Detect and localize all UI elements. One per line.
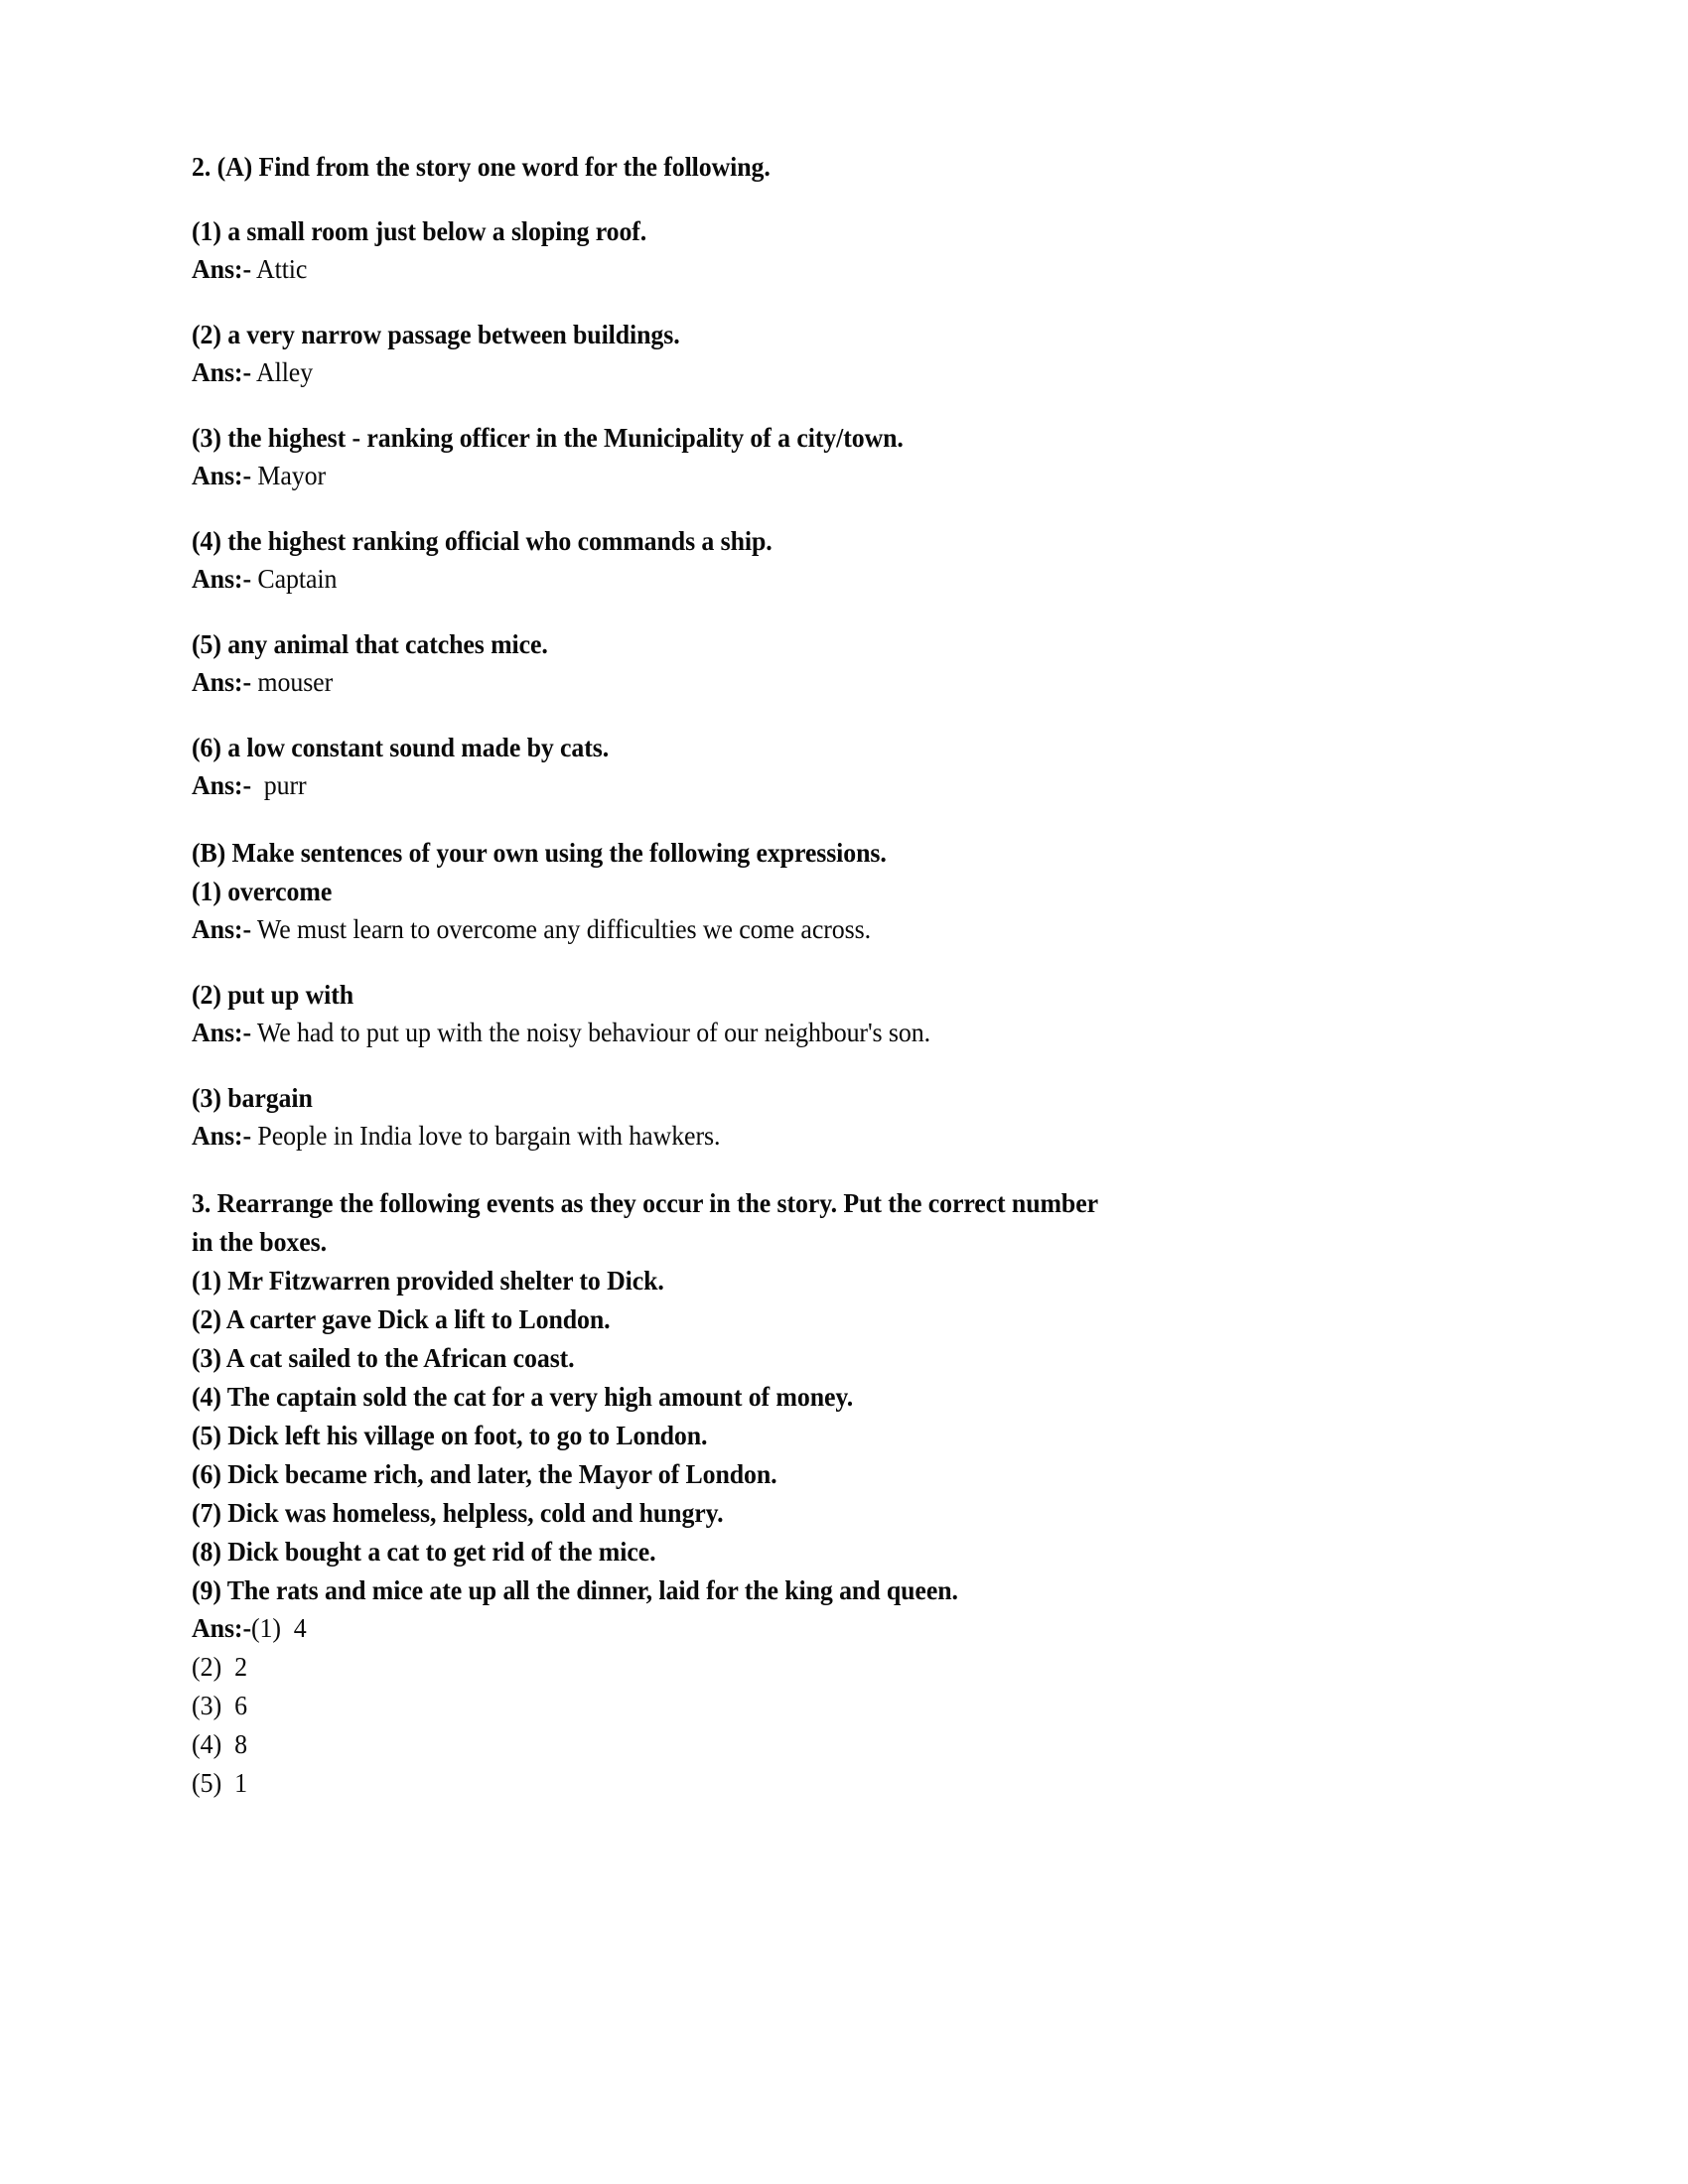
section-3-answer-3	[192, 1687, 1457, 1725]
answer-value: Attic	[251, 254, 308, 284]
section-3-answer-4	[192, 1725, 1457, 1764]
spacer	[192, 495, 1509, 521]
answer-value: 1	[234, 1768, 248, 1798]
section-b-answer-3	[192, 1117, 1457, 1156]
answer-value: Mayor	[251, 461, 327, 490]
answer-value: purr	[251, 770, 307, 800]
spacer	[192, 949, 1509, 975]
section-3-event-8: (8) Dick bought a cat to get rid of the mice.	[192, 1536, 656, 1567]
section-3-event-1: (1) Mr Fitzwarren provided shelter to Dick.	[192, 1265, 664, 1296]
section-b-question-2: (2) put up with	[192, 979, 354, 1010]
answer-label: Ans:-	[192, 254, 252, 284]
section-b-answer-1	[192, 910, 1457, 949]
answer-value: People in India love to bargain with hawkers.	[251, 1121, 721, 1151]
section-3-event-4: (4) The captain sold the cat for a very high amount of money.	[192, 1381, 854, 1412]
answer-label: Ans:-	[192, 564, 252, 594]
answer-value: We had to put up with the noisy behaviour of our neighbour's son.	[251, 1018, 931, 1047]
section-3-event-9: (9) The rats and mice ate up all the dinner, laid for the king and queen.	[192, 1574, 958, 1605]
answer-value: 2	[234, 1652, 248, 1682]
answer-value: 8	[234, 1729, 248, 1759]
answer-value: Captain	[251, 564, 338, 594]
section-a-answer-4	[192, 560, 1457, 599]
spacer	[192, 392, 1509, 418]
section-a-question-2: (2) a very narrow passage between buildings.	[192, 319, 680, 349]
section-a-answer-6	[192, 766, 1457, 805]
answer-label: Ans:-	[192, 1613, 252, 1643]
section-a-answer-3	[192, 457, 1457, 495]
answer-spacer	[221, 1729, 234, 1759]
section-3-answer-2	[192, 1648, 1457, 1687]
section-b-answer-2	[192, 1014, 1457, 1052]
section-a-heading: 2. (A) Find from the story one word for the following.	[192, 151, 771, 182]
section-a-question-3: (3) the highest - ranking officer in the Municipality of a city/town.	[192, 422, 904, 453]
answer-key: (2)	[192, 1652, 222, 1682]
section-a-answer-5	[192, 663, 1457, 702]
answer-value: mouser	[251, 667, 334, 697]
answer-key: (4)	[192, 1729, 222, 1759]
answer-spacer	[221, 1768, 234, 1798]
section-3-answer-1	[192, 1609, 1457, 1648]
section-3-event-3: (3) A cat sailed to the African coast.	[192, 1342, 575, 1373]
answer-label: Ans:-	[192, 914, 252, 944]
section-b-question-3: (3) bargain	[192, 1082, 313, 1113]
spacer	[192, 599, 1509, 624]
answer-value: 4	[293, 1613, 307, 1643]
section-a-answer-1	[192, 250, 1457, 289]
spacer	[192, 186, 1509, 211]
answer-key: (5)	[192, 1768, 222, 1798]
answer-label: Ans:-	[192, 667, 252, 697]
answer-label: Ans:-	[192, 461, 252, 490]
section-3-event-7: (7) Dick was homeless, helpless, cold and hungry.	[192, 1497, 724, 1528]
section-3-heading-line-1: 3. Rearrange the following events as they occur in the story. Put the correct number	[192, 1187, 1098, 1218]
answer-spacer	[221, 1652, 234, 1682]
spacer	[192, 702, 1509, 728]
section-a-question-4: (4) the highest ranking official who commands a ship.	[192, 525, 773, 556]
answer-value: 6	[234, 1691, 248, 1720]
answer-key: (3)	[192, 1691, 222, 1720]
answer-spacer	[221, 1691, 234, 1720]
section-b-question-1: (1) overcome	[192, 876, 333, 906]
answer-label: Ans:-	[192, 770, 252, 800]
spacer	[192, 1156, 1509, 1183]
answer-label: Ans:-	[192, 1121, 252, 1151]
section-3-heading-line-2: in the boxes.	[192, 1226, 327, 1257]
answer-value: Alley	[251, 357, 314, 387]
section-3-event-2: (2) A carter gave Dick a lift to London.	[192, 1303, 611, 1334]
section-a-question-5: (5) any animal that catches mice.	[192, 628, 548, 659]
section-3-answer-5	[192, 1764, 1457, 1803]
section-3-event-6: (6) Dick became rich, and later, the Mayor of London.	[192, 1458, 777, 1489]
section-a-answer-2	[192, 353, 1457, 392]
answer-key: (1)	[251, 1613, 281, 1643]
section-a-question-1: (1) a small room just below a sloping roof.	[192, 215, 647, 246]
section-3-event-5: (5) Dick left his village on foot, to go to London.	[192, 1420, 708, 1450]
spacer	[192, 805, 1509, 833]
answer-label: Ans:-	[192, 357, 252, 387]
spacer	[192, 289, 1509, 315]
section-b-heading: (B) Make sentences of your own using the following expressions.	[192, 837, 887, 868]
answer-label: Ans:-	[192, 1018, 252, 1047]
answer-value: We must learn to overcome any difficulties we come across.	[251, 914, 871, 944]
answer-spacer	[281, 1613, 294, 1643]
spacer	[192, 1052, 1509, 1078]
section-a-question-6: (6) a low constant sound made by cats.	[192, 732, 610, 762]
